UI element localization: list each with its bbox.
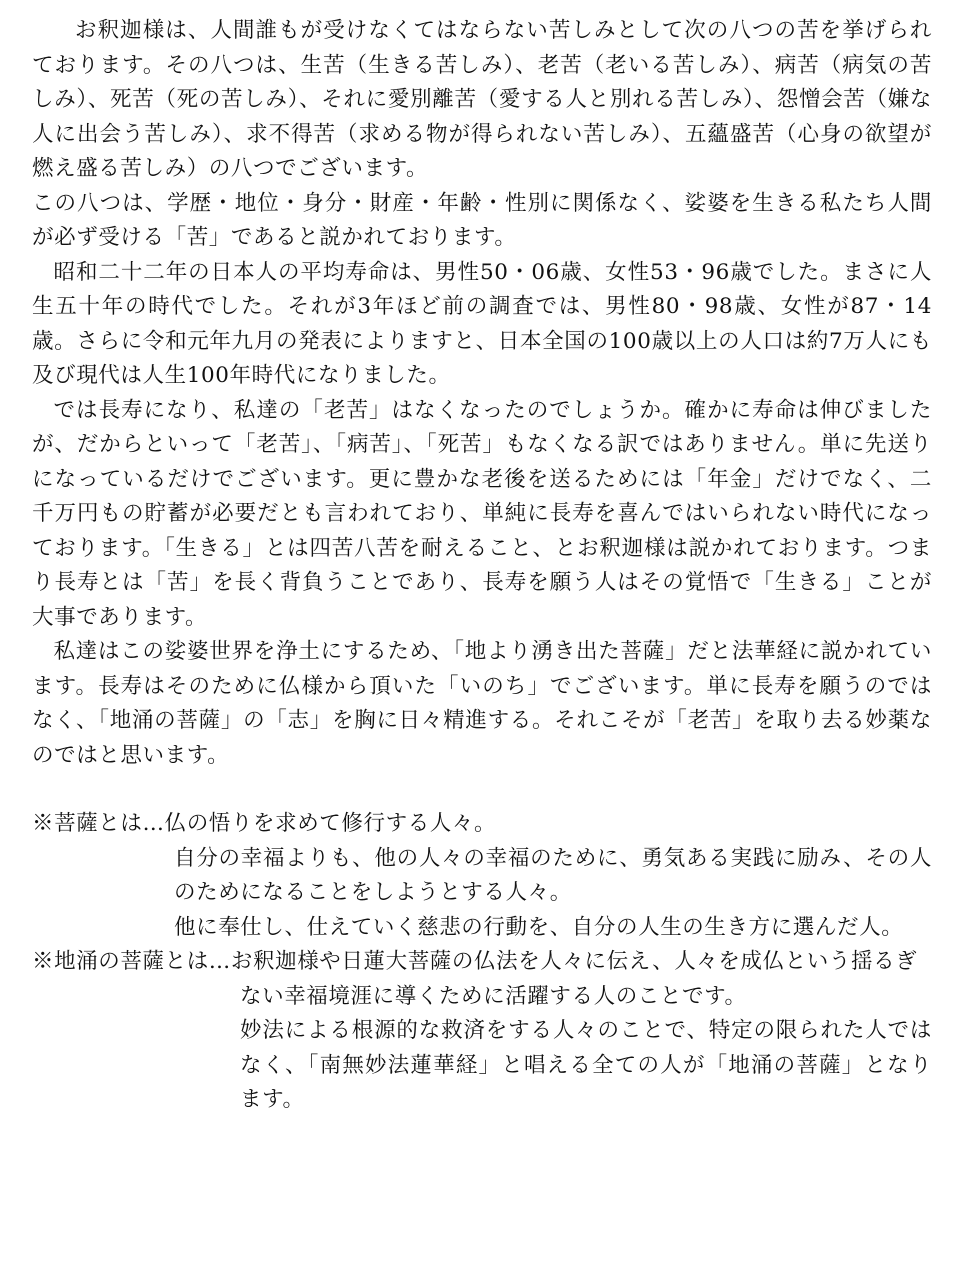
paragraph-life-expectancy: 昭和二十二年の日本人の平均寿命は、男性50・06歳、女性53・96歳でした。まさに人生五十年の時代でした。それが3年ほど前の調査では、男性80・98歳、女性が87・14歳。さらに令和元年九月の発表によりますと、日本全国の100歳以上の人口は約7万人にも及び現代は人生100年時代になりました。	[32, 259, 932, 388]
paragraph-universal-suffering: この八つは、学歴・地位・身分・財産・年齢・性別に関係なく、娑婆を生きる私たち人間が必ず受ける「苦」であると説かれております。	[32, 190, 932, 250]
section-spacer	[32, 773, 932, 807]
note-jiyu-line: 妙法による根源的な救済をする人々のことで、特定の限られた人ではなく、「南無妙法蓮華経」と唱える全ての人が「地涌の菩薩」となります。	[240, 1018, 932, 1112]
paragraph-bodhisattva-mission: 私達はこの娑婆世界を浄土にするため、「地より湧き出た菩薩」だと法華経に説かれています。長寿はそのために仏様から頂いた「いのち」でございます。単に長寿を願うのではなく、「地涌の菩薩」の「志」を胸に日々精進する。それこそが「老苦」を取り去る妙薬なのではと思います。	[32, 639, 932, 768]
note-jiyu-line: ない幸福境涯に導くために活躍する人のことです。	[240, 983, 747, 1009]
paragraph-eight-sufferings: お釈迦様は、人間誰もが受けなくてはならない苦しみとして次の八つの苦を挙げられております。その八つは、生苦（生きる苦しみ）、老苦（老いる苦しみ）、病苦（病気の苦しみ）、死苦（死の苦しみ）、それに愛別離苦（愛する人と別れる苦しみ）、怨憎会苦（嫌な人に出会う苦しみ）、求不得苦（求める物が得られない苦しみ）、五蘊盛苦（心身の欲望が燃え盛る苦しみ）の八つでございます。	[32, 18, 932, 181]
paragraph-longevity-and-aging: では長寿になり、私達の「老苦」はなくなったのでしょうか。確かに寿命は伸びましたが、だからといって「老苦」、「病苦」、「死苦」もなくなる訳ではありません。単に先送りになっているだけでございます。更に豊かな老後を送るためには「年金」だけでなく、二千万円もの貯蓄が必要だとも言われており、単純に長寿を喜んではいられない時代になっております。「生きる」とは四苦八苦を耐えること、とお釈迦様は説かれております。つまり長寿とは「苦」を長く背負うことであり、長寿を願う人はその覚悟で「生きる」ことが大事であります。	[32, 397, 932, 630]
note-bodhisattva-line: 自分の幸福よりも、他の人々の幸福のために、勇気ある実践に励み、その人のためになることをしようとする人々。	[174, 845, 932, 905]
note-bodhisattva-line: 他に奉仕し、仕えていく慈悲の行動を、自分の人生の生き方に選んだ人。	[174, 914, 904, 940]
note-jiyu-heading: ※地涌の菩薩とは…お釈迦様や日蓮大菩薩の仏法を人々に伝え、人々を成仏という揺るぎ	[32, 949, 918, 974]
note-bodhisattva-heading: ※菩薩とは…仏の悟りを求めて修行する人々。	[32, 811, 497, 836]
